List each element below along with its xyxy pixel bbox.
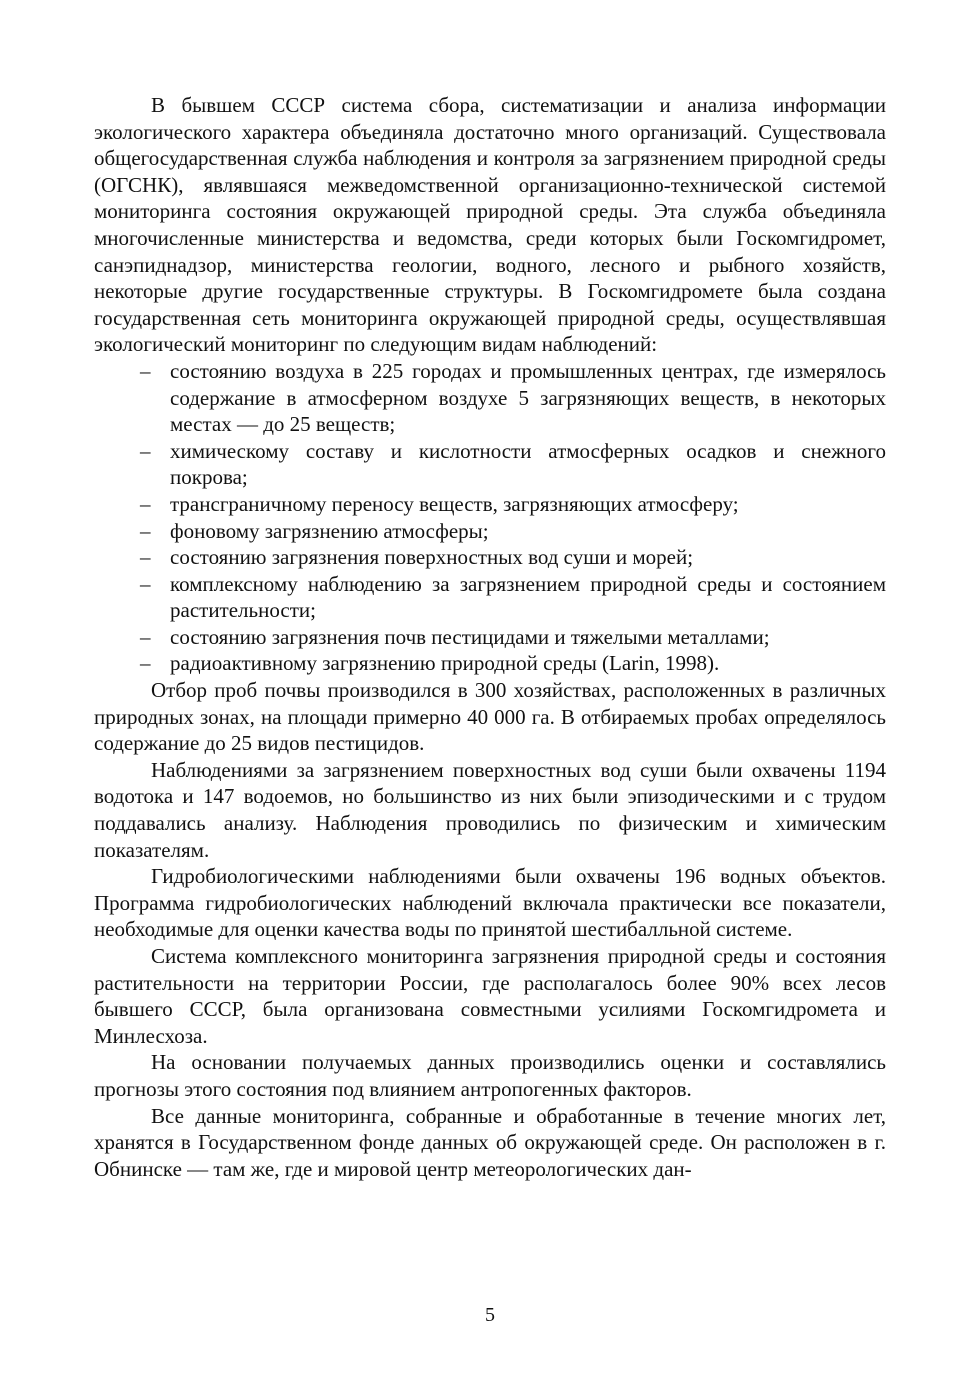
list-item-text: состоянию загрязнения почв пестицидами и тяжелыми металлами; xyxy=(170,624,770,649)
list-item xyxy=(94,491,886,518)
list-item xyxy=(94,571,886,624)
list-item-text: состоянию загрязнения поверхностных вод суши и морей; xyxy=(170,545,694,570)
page-body xyxy=(94,92,886,1182)
surface-water-paragraph: Наблюдениями за загрязнением поверхностных вод суши были охвачены 1194 водотока и 147 водоемов, но большинство из них были эпизодическими и с трудом поддавались анализу. Наблюдения проводились по физическим и химическим показателям. xyxy=(94,757,886,862)
hydrobiology-paragraph: Гидробиологическими наблюдениями были охвачены 196 водных объектов. Программа гидробиологических наблюдений включала практически все показатели, необходимые для оценки качества воды по принятой шестибалльной системе. xyxy=(94,864,886,942)
intro-paragraph: В бывшем СССР система сбора, систематизации и анализа информации экологического характера объединяла достаточно много организаций. Существовала общегосударственная служба наблюдения и контроля за загрязнением природной среды (ОГСНК), являвшаяся межведомственной организационно-технической системой мониторинга состояния окружающей природной среды. Эта служба объединяла многочисленные министерства и ведомства, среди которых были Госкомгидромет, санэпиднадзор, министерства геологии, водного, лесного и рыбного хозяйств, некоторые другие государственные структуры. В Госкомгидромете была создана государственная сеть мониторинга окружающей природной среды, осуществлявшая экологический мониторинг по следующим видам наблюдений: xyxy=(94,93,886,357)
page-number: 5 xyxy=(485,1304,495,1326)
list-item-text: комплексному наблюдению за загрязнением природной среды и состоянием растительности; xyxy=(170,571,886,623)
list-item-text: химическому составу и кислотности атмосферных осадков и снежного покрова; xyxy=(170,438,886,490)
list-item xyxy=(94,624,886,651)
dash-marker: – xyxy=(140,358,151,383)
list-item xyxy=(94,518,886,545)
soil-sampling-paragraph: Отбор проб почвы производился в 300 хозяйствах, расположенных в различных природных зонах, на площади примерно 40 000 га. В отбираемых пробах определялось содержание до 25 видов пестицидов. xyxy=(94,678,886,756)
dash-marker: – xyxy=(140,491,151,516)
dash-marker: – xyxy=(140,518,151,543)
list-item-text: трансграничному переносу веществ, загрязняющих атмосферу; xyxy=(170,491,739,516)
list-item-text: фоновому загрязнению атмосферы; xyxy=(170,518,489,543)
dash-marker: – xyxy=(140,571,151,596)
list-item xyxy=(94,438,886,491)
dash-marker: – xyxy=(140,438,151,463)
dash-marker: – xyxy=(140,624,151,649)
list-item xyxy=(94,650,886,677)
list-item-text: радиоактивному загрязнению природной среды (Larin, 1998). xyxy=(170,651,720,676)
list-item xyxy=(94,544,886,571)
list-item xyxy=(94,358,886,438)
dash-marker: – xyxy=(140,651,151,676)
observation-list xyxy=(94,358,886,677)
data-fund-paragraph: Все данные мониторинга, собранные и обработанные в течение многих лет, хранятся в Государственном фонде данных об окружающей среде. Он расположен в г. Обнинске — там же, где и мировой центр метеорологических дан- xyxy=(94,1103,886,1181)
forest-monitoring-paragraph: Система комплексного мониторинга загрязнения природной среды и состояния растительности на территории России, где располагалось более 90% всех лесов бывшего СССР, была организована совместными усилиями Госкомгидромета и Минлесхоза. xyxy=(94,944,886,1048)
forecast-paragraph: На основании получаемых данных производились оценки и составлялись прогнозы этого состояния под влиянием антропогенных факторов. xyxy=(94,1050,886,1101)
dash-marker: – xyxy=(140,545,151,570)
list-item-text: состоянию воздуха в 225 городах и промышленных центрах, где измерялось содержание в атмосферном воздухе 5 загрязняющих веществ, в некоторых местах — до 25 веществ; xyxy=(170,358,886,437)
